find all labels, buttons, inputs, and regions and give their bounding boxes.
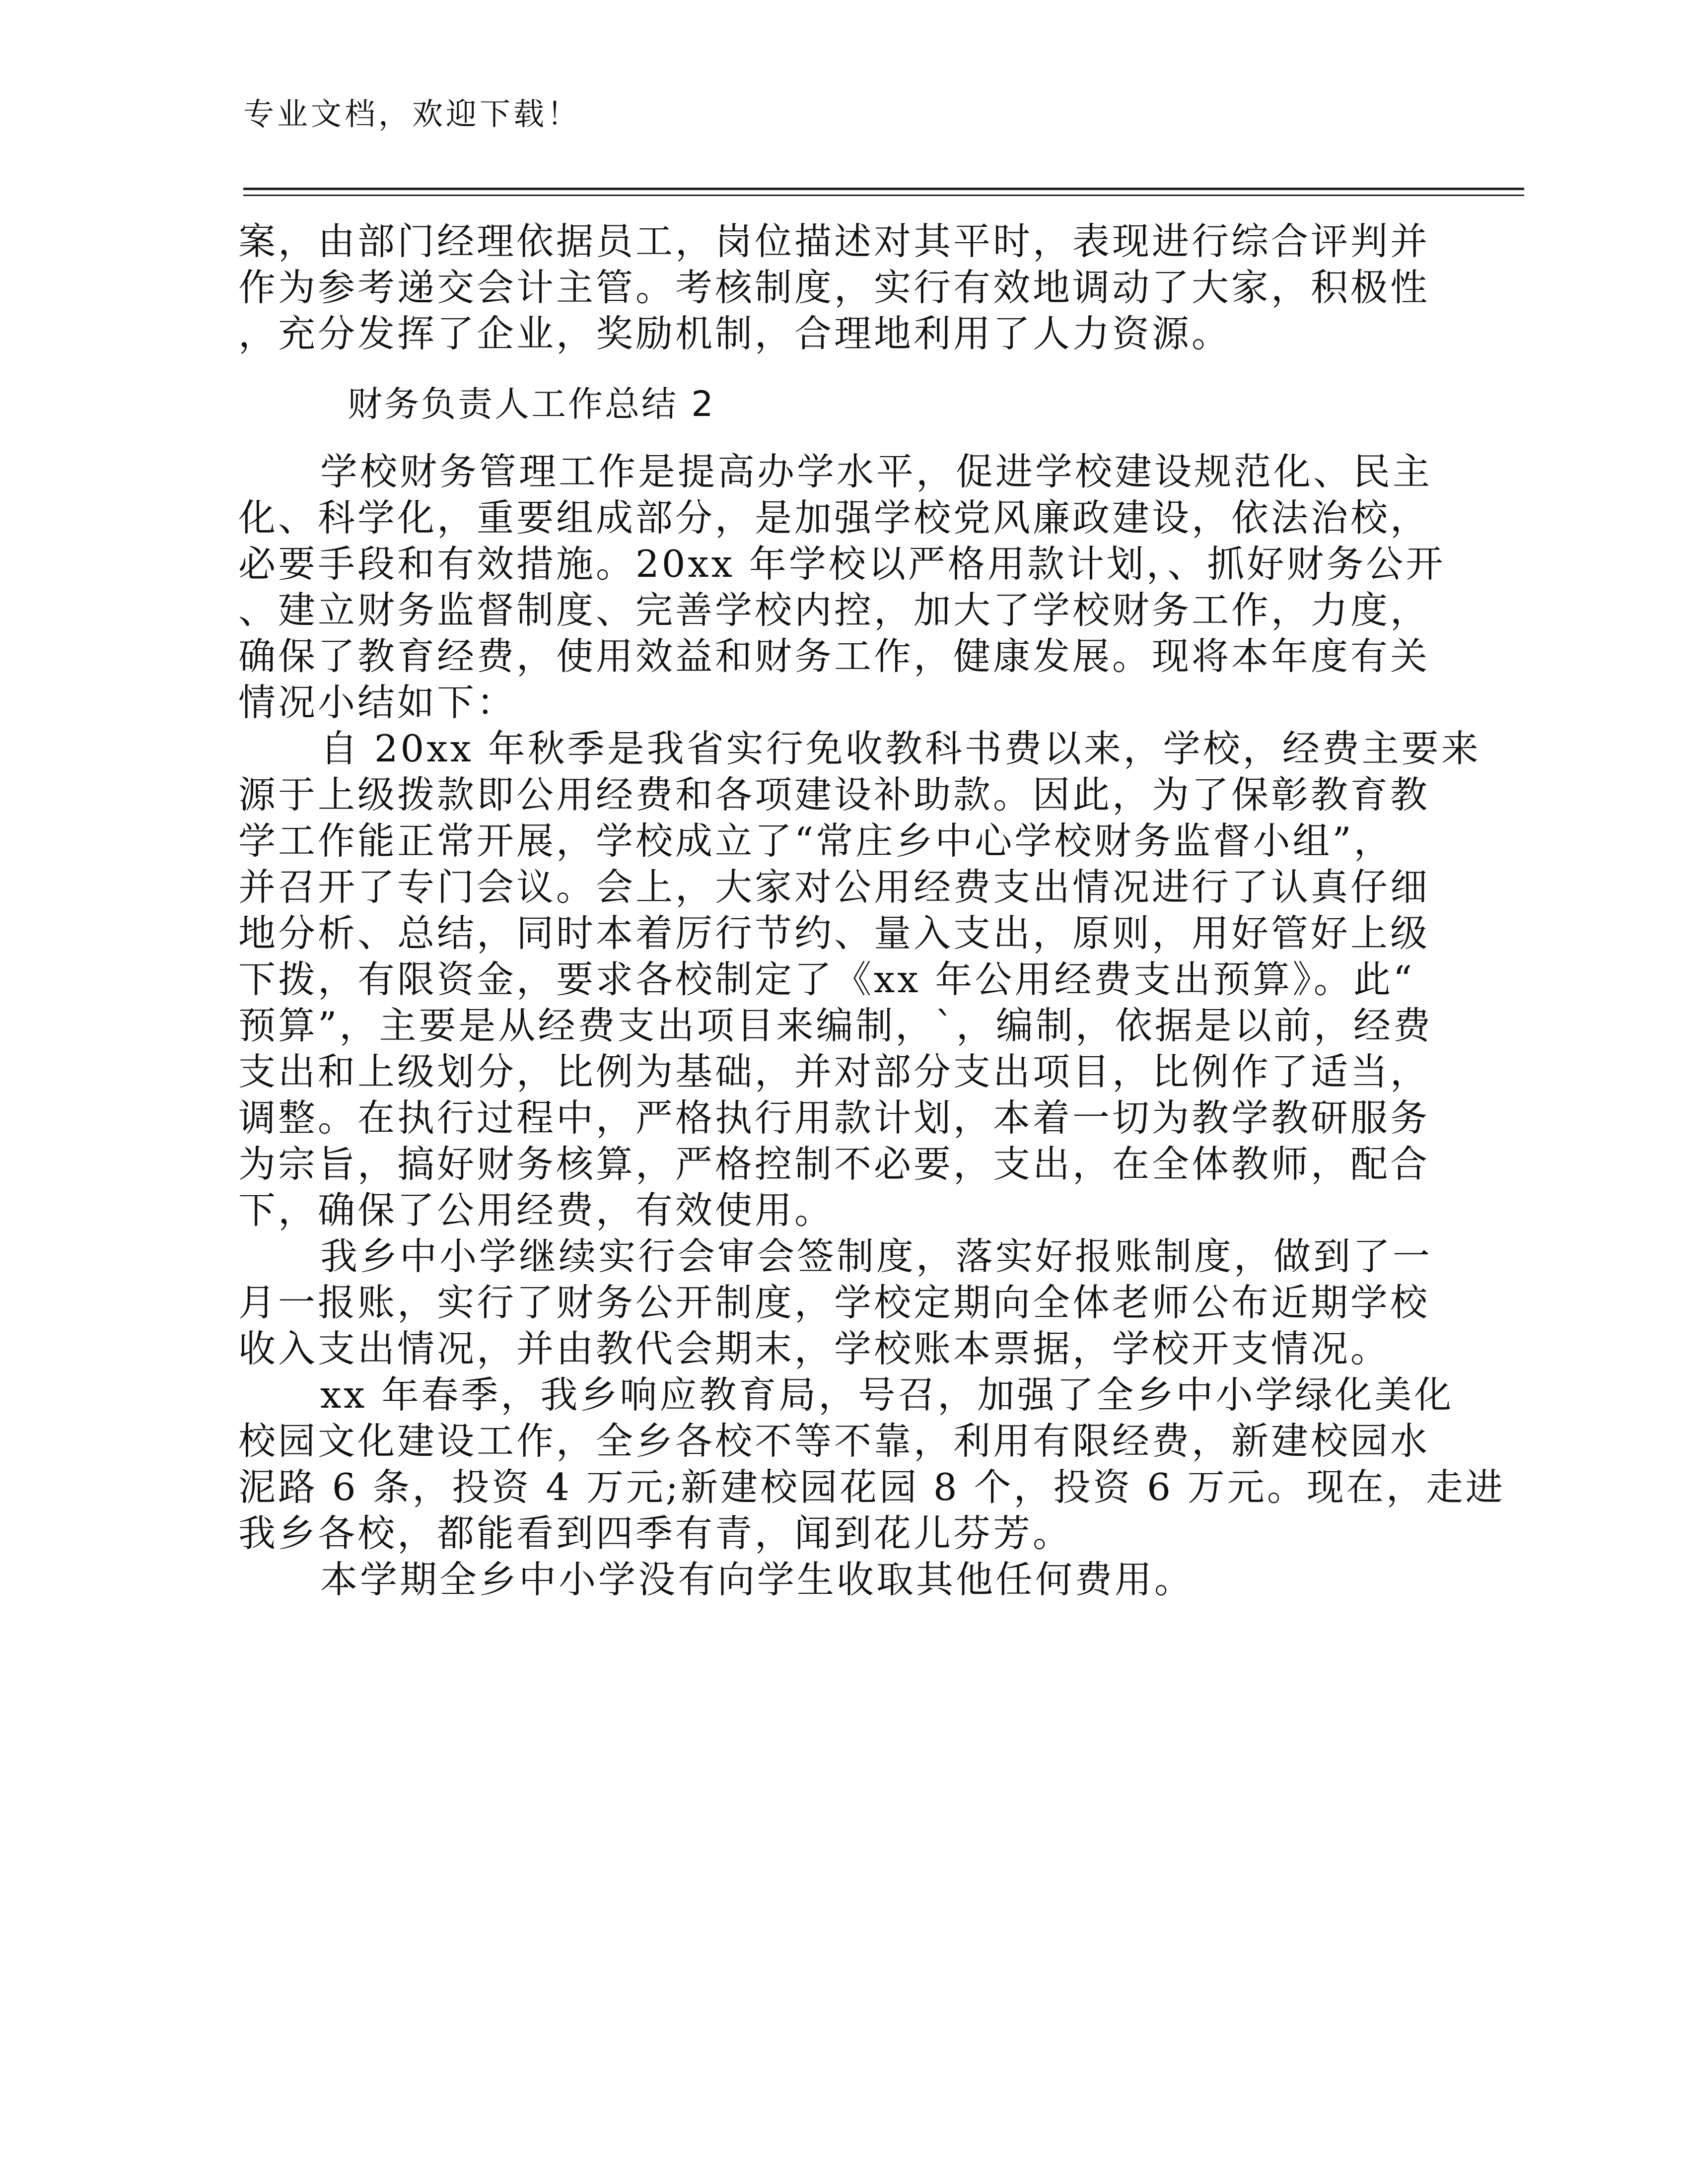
text-line: 校园文化建设工作，全乡各校不等不靠，利用有限经费，新建校园水 [238,1419,1430,1463]
text-line: 泥路 6 条，投资 4 万元;新建校园花园 8 个，投资 6 万元。现在，走进 [238,1465,1505,1509]
text-line: 下，确保了公用经费，有效使用。 [238,1188,835,1232]
text-line: 案，由部门经理依据员工，岗位描述对其平时，表现进行综合评判并 [238,219,1430,263]
text-line: 情况小结如下： [238,681,517,724]
text-line: 化、科学化，重要组成部分，是加强学校党风廉政建设，依法治校， [238,496,1430,540]
text-line: 预算”，主要是从经费支出项目来编制，`，编制，依据是以前，经费 [238,1004,1433,1047]
text-line: xx 年春季，我乡响应教育局，号召，加强了全乡中小学绿化美化 [320,1373,1454,1417]
text-line: 支出和上级划分，比例为基础，并对部分支出项目，比例作了适当， [238,1050,1430,1093]
text-line: 自 20xx 年秋季是我省实行免收教科书费以来，学校，经费主要来 [320,727,1481,770]
paragraph-intro [238,449,1446,726]
text-line: 源于上级拨款即公用经费和各项建设补助款。因此，为了保彰教育教 [238,773,1430,817]
header-rule-thick [243,188,1524,190]
text-line: 确保了教育经费，使用效益和财务工作，健康发展。现将本年度有关 [238,634,1430,678]
text-line: 我乡中小学继续实行会审会签制度，落实好报账制度，做到了一 [320,1234,1433,1278]
paragraph-continuation [238,218,1440,357]
paragraph-campus [238,1372,1505,1557]
text-line: 学工作能正常开展，学校成立了“常庄乡中心学校财务监督小组”， [238,819,1394,863]
text-line: ，充分发挥了企业，奖励机制，合理地利用了人力资源。 [238,312,1232,355]
text-line: 我乡各校，都能看到四季有青，闻到花儿芬芳。 [238,1511,1073,1555]
paragraph-accounting [238,1233,1440,1372]
text-line: 作为参考递交会计主管。考核制度，实行有效地调动了大家，积极性 [238,266,1430,309]
text-line: 学校财务管理工作是提高办学水平，促进学校建设规范化、民主 [320,450,1433,493]
section-heading: 财务负责人工作总结 2 [348,384,715,424]
text-line: 下拨，有限资金，要求各校制定了《xx 年公用经费支出预算》。此“ [238,957,1415,1001]
text-line: 并召开了专门会议。会上，大家对公用经费支出情况进行了认真仔细 [238,865,1430,909]
paragraph-fees [238,1557,1440,1603]
page-header-text: 专业文档，欢迎下载！ [243,96,581,132]
text-line: 收入支出情况，并由教代会期末，学校账本票据，学校开支情况。 [238,1327,1391,1370]
text-line: 为宗旨，搞好财务核算，严格控制不必要，支出，在全体教师，配合 [238,1142,1430,1186]
text-line: 、建立财务监督制度、完善学校内控，加大了学校财务工作，力度， [238,588,1430,632]
paragraph-funding [238,726,1481,1233]
text-line: 地分析、总结，同时本着厉行节约、量入支出，原则，用好管好上级 [238,911,1430,955]
text-line: 必要手段和有效措施。20xx 年学校以严格用款计划，、抓好财务公开 [238,542,1446,586]
text-line: 月一报账，实行了财务公开制度，学校定期向全体老师公布近期学校 [238,1281,1430,1324]
text-line: 本学期全乡中小学没有向学生收取其他任何费用。 [320,1558,1195,1601]
text-line: 调整。在执行过程中，严格执行用款计划，本着一切为教学教研服务 [238,1096,1430,1140]
header-rule-thin [243,195,1524,196]
document-body [238,218,1505,1603]
